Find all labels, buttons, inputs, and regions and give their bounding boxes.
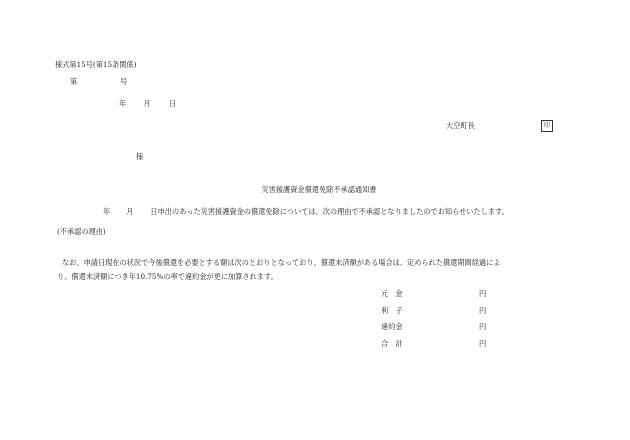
document-number-prefix: 第: [70, 77, 78, 86]
reason-label: (不承認の理由): [57, 227, 106, 236]
issue-date-year: 年: [119, 99, 127, 108]
body-month: 月: [126, 207, 134, 216]
note-line-2: り、償還未済額につき年10.75%の率で違約金が更に加算されます。: [57, 272, 278, 281]
issue-date-month: 月: [143, 99, 151, 108]
seal-mark: 印: [541, 120, 553, 132]
document-number-suffix: 号: [120, 77, 128, 86]
amount-unit-total: 円: [479, 339, 487, 348]
amount-label-penalty: 違約金: [381, 322, 403, 331]
amount-label-total: 合 計: [381, 339, 403, 348]
amount-label-interest: 利 子: [381, 306, 403, 315]
note-line-1: なお、申請日現在の状況で今後償還を必要とする額は次のとおりとなっており、償還未済額がある場合は、定められた償還期間経過によ: [62, 258, 501, 267]
body-main-text: 日申出のあった災害援護資金の償還免除については、次の理由で不承認となりましたのでお知らせいたします。: [150, 207, 509, 216]
document-number: [70, 77, 128, 86]
body-text: [103, 208, 509, 215]
amount-label-principal: 元 金: [381, 289, 403, 298]
amount-unit-interest: 円: [479, 306, 487, 315]
document-title: 災害援護資金償還免除不承認通知書: [261, 185, 377, 194]
issue-date: [119, 100, 176, 107]
body-year: 年: [103, 207, 111, 216]
amount-unit-penalty: 円: [479, 322, 487, 331]
recipient-honorific: 様: [136, 152, 144, 161]
form-number: 様式第15号(第15条関係): [55, 60, 137, 69]
amount-unit-principal: 円: [479, 289, 487, 298]
issuer-title: 大空町長: [446, 121, 475, 130]
issue-date-day: 日: [169, 99, 177, 108]
